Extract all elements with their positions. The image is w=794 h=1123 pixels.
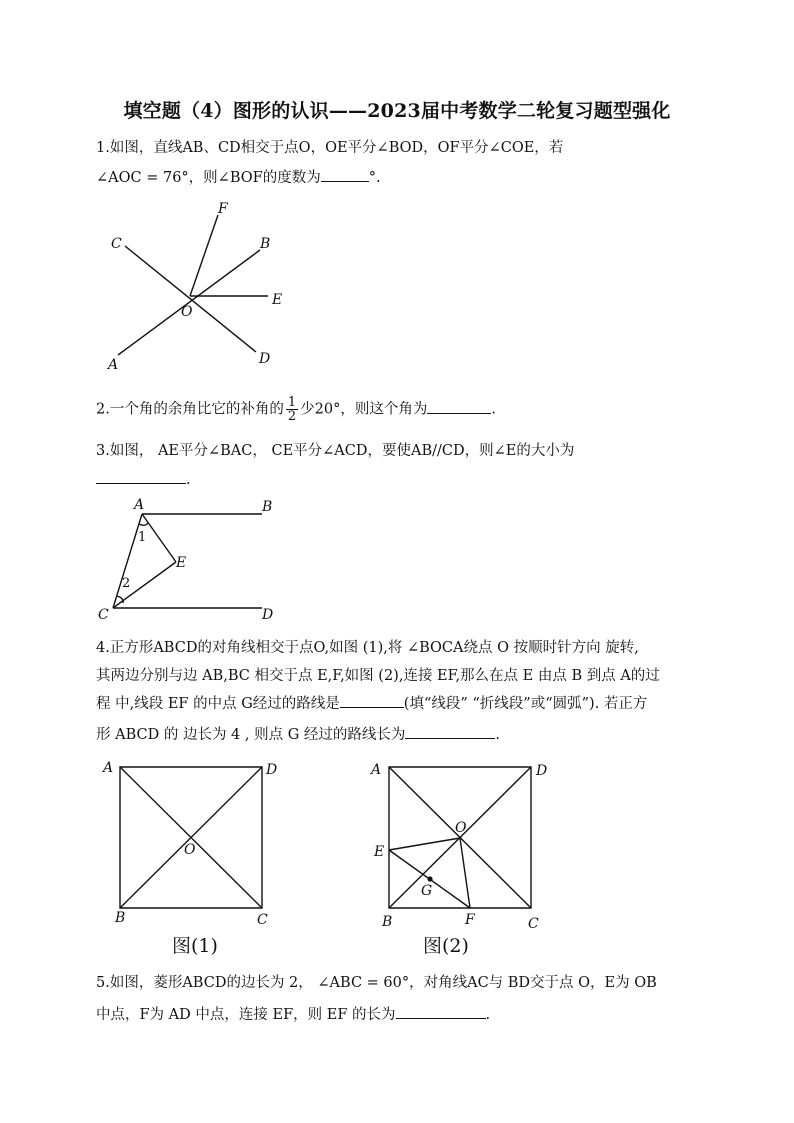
q5-line1: 5.如图，菱形ABCD的边长为 2， ∠ABC = 60°，对角线AC与 BD交于点 O，E为 OB (96, 975, 657, 991)
q1-label-b: B (260, 236, 271, 252)
fig1-label-a: A (103, 760, 114, 776)
q2-fraction-den: 2 (287, 409, 297, 424)
fig2-label-a: A (371, 762, 382, 778)
fig2-label-b: B (382, 914, 393, 930)
q1-line2-post: °. (368, 170, 381, 186)
q1-line2-pre: ∠AOC = 76°，则∠BOF的度数为 (96, 170, 321, 186)
q1-label-f: F (218, 201, 228, 217)
q5-answer-blank[interactable] (396, 1004, 486, 1019)
q5-line2-pre: 中点，F为 AD 中点，连接 EF，则 EF 的长为 (96, 1007, 396, 1023)
fig2-label-o: O (455, 820, 467, 836)
q4-line2: 其两边分别与边 AB,BC 相交于点 E,F,如图 (2),连接 EF,那么在点 E 由点 B 到点 A的过 (96, 668, 660, 684)
fig2-label-d: D (536, 763, 548, 779)
segment-of (460, 838, 470, 908)
q3-angle-2: 2 (122, 576, 131, 591)
q3-line1: 3.如图， AE平分∠BAC， CE平分∠ACD，要使AB//CD，则∠E的大小为 (96, 443, 575, 459)
q2-fraction-num: 1 (287, 395, 297, 410)
fig1-caption: 图(1) (172, 935, 218, 957)
q4-line4-post: . (495, 727, 501, 743)
fig1-label-d: D (266, 762, 278, 778)
q3-label-c: C (98, 607, 109, 623)
fig2-label-g: G (421, 883, 433, 899)
page-title: 填空题（4）图形的认识——2023届中考数学二轮复习题型强化 (123, 100, 671, 122)
q4-line4-pre: 形 ABCD 的 边长为 4 , 则点 G 经过的路线长为 (96, 727, 406, 743)
fig1-label-b: B (115, 910, 126, 926)
q5-line2-post: . (485, 1007, 491, 1023)
q3-label-b: B (262, 499, 273, 515)
q4-line3-post: (填“线段” “折线段”或“圆弧”). 若正方 (403, 696, 648, 712)
q3-label-d: D (262, 607, 274, 623)
q1-label-a: A (108, 357, 119, 373)
q3-label-e: E (176, 555, 187, 571)
q1-label-o: O (181, 304, 193, 320)
fig2-label-e: E (374, 844, 385, 860)
point-g (427, 876, 432, 881)
q2-post-a: 少20°，则这个角为 (300, 401, 428, 418)
q4-line3-pre: 程 中,线段 EF 的中点 G经过的路线是 (96, 696, 340, 712)
q5-line2 (96, 1003, 490, 1024)
q4-line1: 4.正方形ABCD的对角线相交于点O,如图 (1),将 ∠BOCA绕点 O 按顺时针方向 旋转, (96, 640, 639, 656)
fig1-label-c: C (257, 912, 268, 928)
q1-label-d: D (259, 351, 271, 367)
q3-line2-post: . (186, 472, 191, 488)
fig1-label-o: O (184, 842, 196, 858)
q2-pre: 2.一个角的余角比它的补角的 (96, 401, 284, 418)
q1-label-c: C (111, 236, 122, 252)
fig2-caption: 图(2) (423, 935, 469, 957)
q3-angle-1: 1 (138, 530, 147, 545)
fig2-label-c: C (528, 916, 539, 932)
q1-label-e: E (272, 292, 283, 308)
q3-label-a: A (134, 497, 145, 513)
fig2-label-f: F (465, 912, 475, 928)
q2-post-b: . (491, 401, 496, 418)
q1-line1: 1.如图，直线AB、CD相交于点O，OE平分∠BOD，OF平分∠COE，若 (96, 140, 564, 156)
